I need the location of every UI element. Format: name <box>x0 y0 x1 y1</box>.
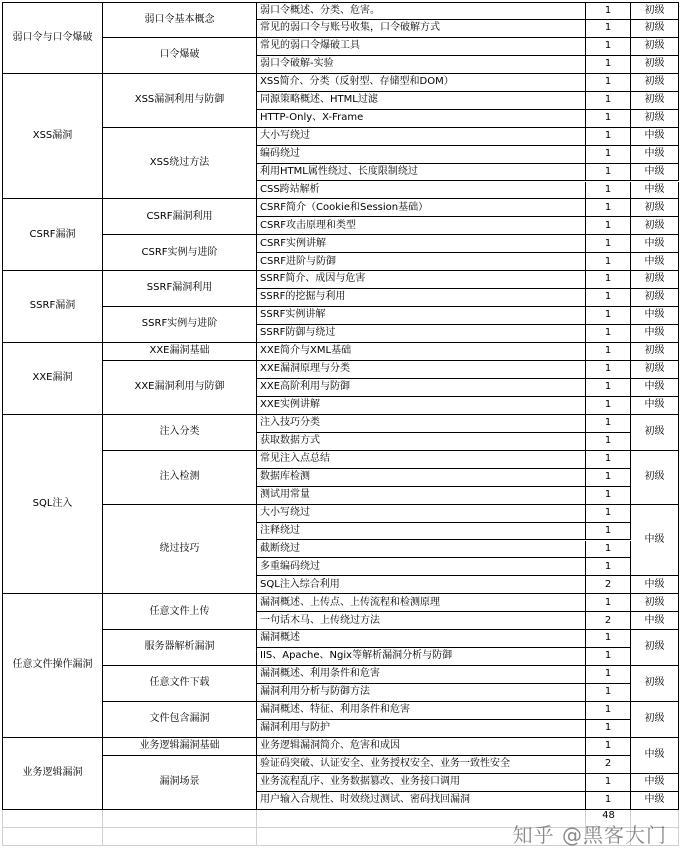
level-cell: 初级 <box>631 343 679 361</box>
category-cell: 业务逻辑漏洞 <box>2 738 103 810</box>
hours-cell: 1 <box>586 684 631 702</box>
level-cell: 初级 <box>631 217 679 235</box>
content-cell: SSRF的挖掘与利用 <box>257 289 586 307</box>
level-cell: 初级 <box>631 702 679 738</box>
content-cell: 常见的弱口令爆破工具 <box>257 38 586 56</box>
empty-grid-cell <box>2 810 103 828</box>
hours-cell: 1 <box>586 182 631 200</box>
level-cell: 中级 <box>631 505 679 577</box>
subtopic-cell: SSRF实例与进阶 <box>103 307 257 343</box>
level-cell: 中级 <box>631 307 679 325</box>
level-cell: 中级 <box>631 146 679 164</box>
content-cell: 截断绕过 <box>257 541 586 559</box>
subtopic-cell: 口令爆破 <box>103 38 257 74</box>
hours-cell: 1 <box>586 343 631 361</box>
level-cell: 初级 <box>631 666 679 702</box>
hours-cell: 1 <box>586 361 631 379</box>
level-cell: 初级 <box>631 289 679 307</box>
level-cell: 中级 <box>631 576 679 594</box>
subtopic-cell: 业务逻辑漏洞基础 <box>103 738 257 756</box>
hours-cell: 1 <box>586 397 631 415</box>
hours-cell: 1 <box>586 235 631 253</box>
category-cell: SQL注入 <box>2 415 103 595</box>
level-cell: 中级 <box>631 774 679 792</box>
hours-cell: 1 <box>586 20 631 38</box>
subtopic-cell: CSRF漏洞利用 <box>103 199 257 235</box>
content-cell: 注入技巧分类 <box>257 415 586 433</box>
hours-cell: 1 <box>586 702 631 720</box>
content-cell: SSRF防御与绕过 <box>257 325 586 343</box>
level-cell: 初级 <box>631 361 679 379</box>
content-cell: 弱口令破解-实验 <box>257 56 586 74</box>
content-cell: SSRF实例讲解 <box>257 307 586 325</box>
level-cell: 初级 <box>631 74 679 92</box>
content-cell: 漏洞利用分析与防御方法 <box>257 684 586 702</box>
level-cell: 中级 <box>631 379 679 397</box>
level-cell: 初级 <box>631 415 679 451</box>
subtopic-cell: XXE漏洞利用与防御 <box>103 361 257 415</box>
hours-cell: 1 <box>586 558 631 576</box>
hours-cell: 1 <box>586 2 631 20</box>
category-cell: 弱口令与口令爆破 <box>2 2 103 74</box>
content-cell: 验证码突破、认证安全、业务授权安全、业务一致性安全 <box>257 756 586 774</box>
level-cell: 中级 <box>631 128 679 146</box>
content-cell: CSS跨站解析 <box>257 182 586 200</box>
level-cell: 中级 <box>631 397 679 415</box>
content-cell: 获取数据方式 <box>257 433 586 451</box>
level-cell: 初级 <box>631 38 679 56</box>
content-cell: 业务流程乱序、业务数据篡改、业务接口调用 <box>257 774 586 792</box>
content-cell: 漏洞利用与防护 <box>257 720 586 738</box>
category-cell: XSS漏洞 <box>2 74 103 200</box>
content-cell: XXE简介与XML基础 <box>257 343 586 361</box>
content-cell: 多重编码绕过 <box>257 558 586 576</box>
content-cell: CSRF简介（Cookie和Session基础） <box>257 199 586 217</box>
subtopic-cell: XSS绕过方法 <box>103 128 257 200</box>
content-cell: 用户输入合规性、时效绕过测试、密码找回漏洞 <box>257 792 586 810</box>
level-cell: 初级 <box>631 594 679 612</box>
content-cell: 漏洞概述、利用条件和危害 <box>257 666 586 684</box>
content-cell: 一句话木马、上传绕过方法 <box>257 612 586 630</box>
total-hours: 48 <box>602 810 615 822</box>
hours-cell: 1 <box>586 630 631 648</box>
level-cell: 中级 <box>631 164 679 182</box>
subtopic-cell: 任意文件上传 <box>103 594 257 630</box>
level-cell: 初级 <box>631 451 679 505</box>
subtopic-cell: 注入分类 <box>103 415 257 451</box>
level-cell: 中级 <box>631 738 679 774</box>
watermark: 知乎 @黑客大门 <box>512 823 667 847</box>
hours-cell: 1 <box>586 774 631 792</box>
empty-grid-cell <box>257 810 586 828</box>
subtopic-cell: 任意文件下载 <box>103 666 257 702</box>
empty-grid-cell <box>586 828 631 846</box>
hours-cell: 1 <box>586 433 631 451</box>
level-cell: 初级 <box>631 271 679 289</box>
content-cell: 弱口令概述、分类、危害。 <box>257 2 586 20</box>
content-cell: 常见的弱口令与账号收集，口令破解方式 <box>257 20 586 38</box>
category-cell: XXE漏洞 <box>2 343 103 415</box>
hours-cell: 2 <box>586 612 631 630</box>
level-cell: 中级 <box>631 612 679 630</box>
empty-grid-cell <box>257 828 586 846</box>
hours-cell: 1 <box>586 469 631 487</box>
subtopic-cell: CSRF实例与进阶 <box>103 235 257 271</box>
level-cell: 中级 <box>631 182 679 200</box>
level-cell: 初级 <box>631 20 679 38</box>
subtopic-cell: XSS漏洞利用与防御 <box>103 74 257 128</box>
category-cell: 任意文件操作漏洞 <box>2 594 103 738</box>
empty-grid-cell <box>631 810 679 828</box>
subtopic-cell: 文件包含漏洞 <box>103 702 257 738</box>
content-cell: 漏洞概述、特征、利用条件和危害 <box>257 702 586 720</box>
content-cell: 注释绕过 <box>257 523 586 541</box>
hours-cell: 1 <box>586 307 631 325</box>
hours-cell: 1 <box>586 74 631 92</box>
hours-cell: 1 <box>586 253 631 271</box>
empty-grid-cell <box>103 828 257 846</box>
hours-cell: 1 <box>586 217 631 235</box>
empty-grid-cell <box>631 828 679 846</box>
level-cell: 初级 <box>631 2 679 20</box>
content-cell: 常见注入点总结 <box>257 451 586 469</box>
content-cell: IIS、Apache、Ngix等解析漏洞分析与防御 <box>257 648 586 666</box>
level-cell: 中级 <box>631 792 679 810</box>
hours-cell: 1 <box>586 487 631 505</box>
content-cell: 业务逻辑漏洞简介、危害和成因 <box>257 738 586 756</box>
hours-cell: 1 <box>586 289 631 307</box>
hours-cell: 1 <box>586 110 631 128</box>
hours-cell: 1 <box>586 738 631 756</box>
content-cell: 漏洞概述 <box>257 630 586 648</box>
hours-cell: 1 <box>586 325 631 343</box>
content-cell: CSRF实例讲解 <box>257 235 586 253</box>
subtopic-cell: 漏洞场景 <box>103 756 257 810</box>
hours-cell: 1 <box>586 199 631 217</box>
content-cell: 编码绕过 <box>257 146 586 164</box>
hours-cell: 1 <box>586 541 631 559</box>
content-cell: XXE漏洞原理与分类 <box>257 361 586 379</box>
level-cell: 中级 <box>631 253 679 271</box>
content-cell: XSS简介、分类（反射型、存储型和DOM） <box>257 74 586 92</box>
category-cell: CSRF漏洞 <box>2 199 103 271</box>
hours-cell: 1 <box>586 666 631 684</box>
hours-cell: 1 <box>586 92 631 110</box>
level-cell: 初级 <box>631 56 679 74</box>
level-cell: 初级 <box>631 110 679 128</box>
hours-cell: 1 <box>586 523 631 541</box>
content-cell: 漏洞概述、上传点、上传流程和检测原理 <box>257 594 586 612</box>
content-cell: SQL注入综合利用 <box>257 576 586 594</box>
content-cell: 大小写绕过 <box>257 128 586 146</box>
subtopic-cell: 服务器解析漏洞 <box>103 630 257 666</box>
level-cell: 中级 <box>631 325 679 343</box>
subtopic-cell: XXE漏洞基础 <box>103 343 257 361</box>
level-cell: 初级 <box>631 199 679 217</box>
hours-cell: 1 <box>586 505 631 523</box>
level-cell: 初级 <box>631 92 679 110</box>
content-cell: 同源策略概述、HTML过滤 <box>257 92 586 110</box>
empty-grid-cell <box>103 810 257 828</box>
subtopic-cell: 弱口令基本概念 <box>103 2 257 38</box>
hours-cell: 1 <box>586 128 631 146</box>
category-cell: SSRF漏洞 <box>2 271 103 343</box>
hours-cell: 1 <box>586 648 631 666</box>
hours-cell: 1 <box>586 379 631 397</box>
content-cell: CSRF攻击原理和类型 <box>257 217 586 235</box>
hours-cell: 1 <box>586 56 631 74</box>
hours-cell: 1 <box>586 146 631 164</box>
hours-cell: 1 <box>586 164 631 182</box>
content-cell: HTTP-Only、X-Frame <box>257 110 586 128</box>
subtopic-cell: 绕过技巧 <box>103 505 257 595</box>
level-cell: 中级 <box>631 235 679 253</box>
hours-cell: 1 <box>586 415 631 433</box>
hours-cell: 1 <box>586 38 631 56</box>
content-cell: XXE实例讲解 <box>257 397 586 415</box>
content-cell: 利用HTML属性绕过、长度限制绕过 <box>257 164 586 182</box>
content-cell: 测试用常量 <box>257 487 586 505</box>
hours-cell: 1 <box>586 451 631 469</box>
subtopic-cell: SSRF漏洞利用 <box>103 271 257 307</box>
hours-cell: 1 <box>586 792 631 810</box>
hours-cell: 1 <box>586 594 631 612</box>
content-cell: CSRF进阶与防御 <box>257 253 586 271</box>
empty-grid-cell <box>2 828 103 846</box>
hours-cell: 1 <box>586 271 631 289</box>
content-cell: XXE高阶利用与防御 <box>257 379 586 397</box>
hours-cell: 2 <box>586 576 631 594</box>
content-cell: 大小写绕过 <box>257 505 586 523</box>
hours-cell: 2 <box>586 756 631 774</box>
subtopic-cell: 注入检测 <box>103 451 257 505</box>
level-cell: 初级 <box>631 630 679 666</box>
hours-cell: 1 <box>586 720 631 738</box>
content-cell: 数据库检测 <box>257 469 586 487</box>
content-cell: SSRF简介、成因与危害 <box>257 271 586 289</box>
